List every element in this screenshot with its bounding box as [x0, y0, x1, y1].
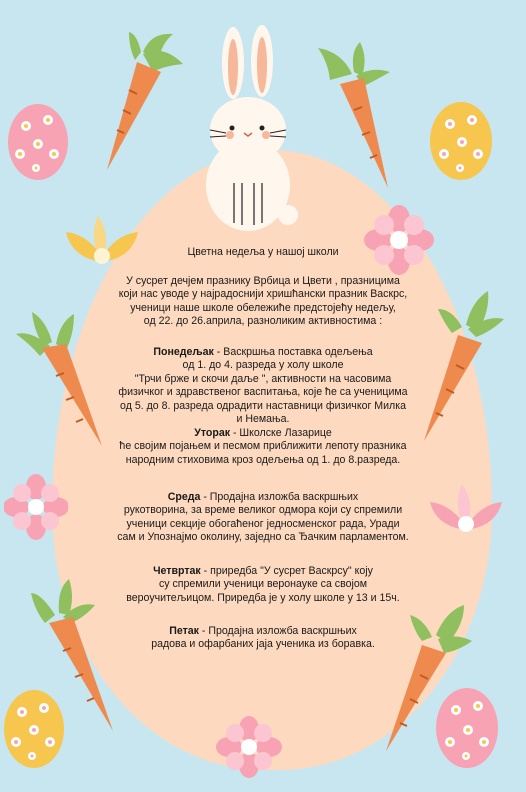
easter-egg-icon — [2, 684, 66, 770]
activity-line: сам и Упознајмо околину, заједно са Ђачким парламентом. — [117, 531, 409, 544]
activity-text: - Продајна изложба васкршњих — [198, 625, 357, 637]
monday-section — [0, 346, 526, 426]
activity-line: рукотворина, за време великог одмора који су спремили — [123, 504, 403, 517]
intro-line: ученици наше школе обележиће предстојећу недељу, — [130, 301, 396, 314]
activity-line: од 1. до 4. разреда у холу школе — [182, 359, 344, 372]
friday-section — [0, 625, 526, 652]
activity-line: физичког и здравственог васпитања, које ће са ученицима — [118, 386, 408, 399]
day-label: Уторак — [194, 427, 231, 439]
thursday-section — [0, 565, 526, 605]
activity-text: - Школске Лазарице — [230, 427, 332, 439]
activity-line: "Трчи брже и скочи даље ", активности на часовима — [134, 372, 392, 385]
bunny-icon — [196, 25, 306, 235]
activity-text: - приредба "У сусрет Васкрсу" коју — [200, 565, 373, 577]
day-label: Петак — [169, 625, 199, 637]
intro-line: од 22. до 26.априла, разноликим активностима : — [143, 315, 383, 328]
wednesday-section — [0, 491, 526, 545]
day-label: Среда — [167, 491, 201, 503]
activity-text: - Васкршња поставка одељења — [213, 346, 373, 358]
activity-line: вероучитељицом. Приредба је у холу школе у 13 и 15ч. — [126, 591, 400, 604]
flower-icon — [62, 212, 142, 272]
intro-line: који нас уводе у најрадоснији хришћански празник Васкрс, — [118, 288, 408, 301]
flower-icon — [216, 716, 282, 778]
intro-paragraph — [0, 275, 526, 329]
activity-line: и Немања. — [236, 413, 290, 426]
activity-line: радова и офарбаних јаја ученика из боравка. — [151, 638, 375, 651]
day-label: Четвртак — [153, 565, 201, 577]
day-label: Понедељак — [153, 346, 214, 358]
easter-egg-icon — [434, 682, 500, 770]
activity-line: ће својим појањем и песмом приближити лепоту празника — [119, 440, 407, 453]
flower-icon — [364, 205, 434, 275]
tuesday-section — [0, 427, 526, 467]
poster-title: Цветна недеља у нашој школи — [187, 246, 339, 258]
activity-text: - Продајна изложба васкршњих — [200, 491, 359, 503]
intro-line: У сусрет дечјем празнику Врбица и Цвети , празницима — [126, 275, 400, 287]
activity-line: народним стиховима кроз одељења од 1. до 8.разреда. — [125, 453, 401, 466]
activity-line: су спремили ученици веронауке са својом — [158, 578, 368, 591]
activity-line: ученици секције обогаћеног једносменског рада, Уради — [126, 517, 400, 530]
easter-egg-icon — [428, 96, 494, 182]
carrot-icon — [310, 40, 400, 190]
carrot-icon — [95, 30, 190, 180]
easter-egg-icon — [6, 98, 70, 182]
activity-line: од 5. до 8. разреда одрадити наставници физичког Милка — [120, 399, 406, 412]
